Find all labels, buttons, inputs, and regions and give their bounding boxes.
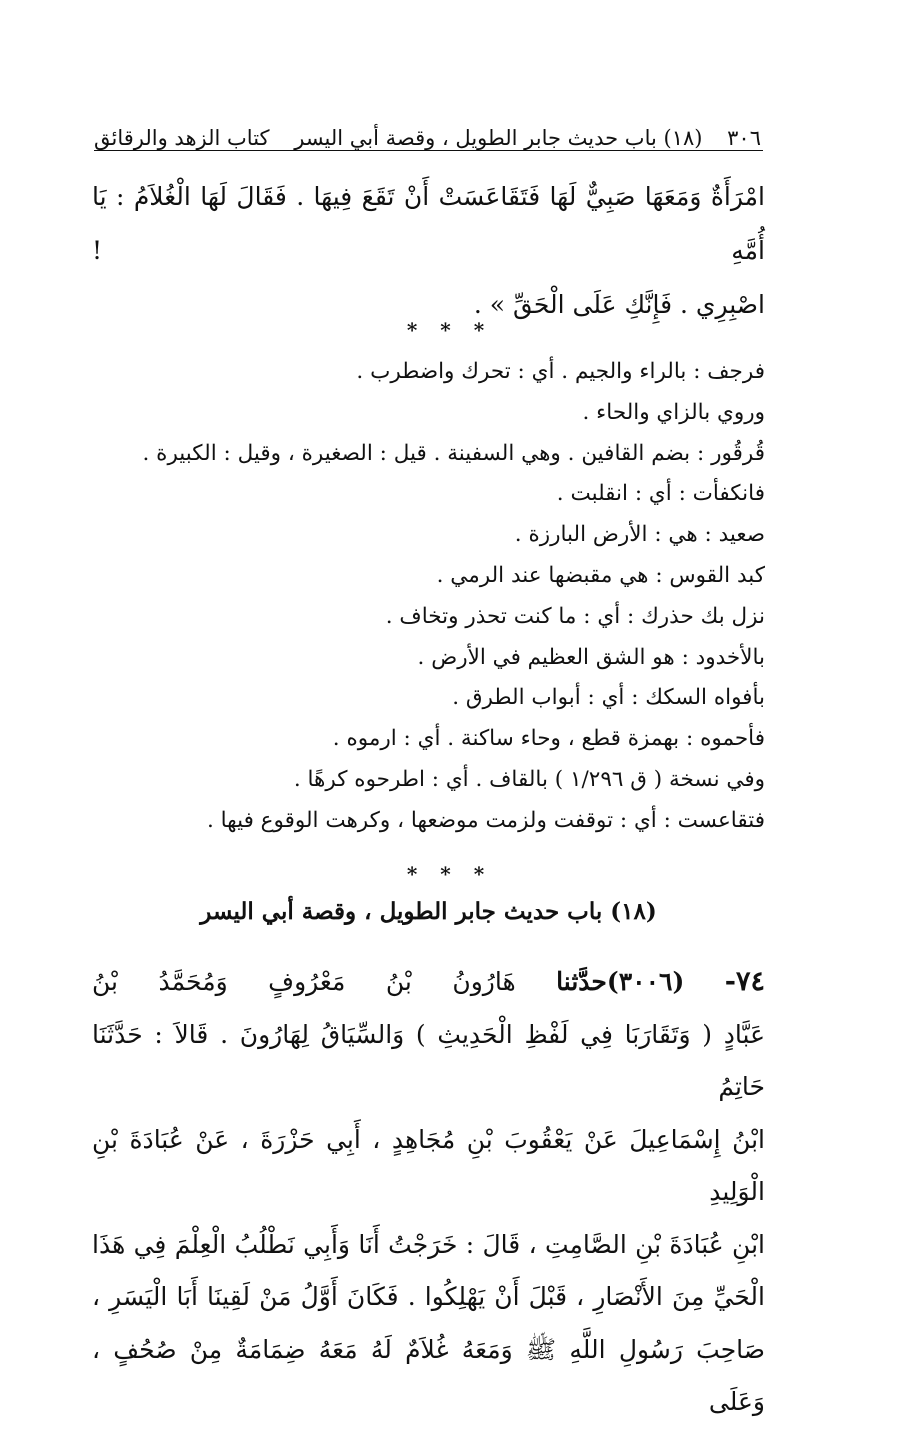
glossary-line: وفي نسخة ( ق ١/٢٩٦ ) بالقاف . أي : اطرحوه كرهًا . [293, 766, 765, 792]
hadith-line: ابْنِ عُبَادَةَ بْنِ الصَّامِتِ ، قَالَ : خَرَجْتُ أَنَا وَأَبِي نَطْلُبُ الْعِلْمَ فِي هَذَا [92, 1229, 765, 1259]
header-chapter-title: (١٨) باب حديث جابر الطويل ، وقصة أبي اليسر [294, 126, 703, 150]
glossary-line: كبد القوس : هي مقبضها عند الرمي . [436, 562, 765, 588]
section-separator: * * * [406, 318, 493, 342]
hadith-line: ابْنُ إِسْمَاعِيلَ عَنْ يَعْقُوبَ بْنِ مُجَاهِدٍ ، أَبِي حَزْرَةَ ، عَنْ عُبَادَةَ بْنِ الْوَلِيدِ [92, 1124, 765, 1206]
section-separator: * * * [406, 862, 493, 886]
glossary-line: قُرقُور : بضم القافين . وهي السفينة . قيل : الصغيرة ، وقيل : الكبيرة . [142, 440, 765, 466]
header-book-title: كتاب الزهد والرقائق [94, 126, 270, 150]
hadith-number: ٧٤- [724, 966, 766, 997]
verse-line: امْرَأَةٌ وَمَعَهَا صَبِيٌّ لَهَا فَتَقَاعَسَتْ أَنْ تَقَعَ فِيهَا . فَقَالَ لَهَا الْغُلاَمُ : يَا أُمَّهِ ! [92, 182, 765, 265]
chapter-title: (١٨) باب حديث جابر الطويل ، وقصة أبي اليسر [200, 898, 657, 925]
verse-text [92, 170, 765, 332]
page-number: ٣٠٦ [727, 126, 761, 150]
glossary-line: فانكفأت : أي : انقلبت . [556, 481, 765, 507]
glossary-line: نزل بك حذرك : أي : ما كنت تحذر وتخاف . [385, 603, 765, 629]
hadith-reference: (٣٠٠٦) [606, 967, 685, 996]
glossary-line: فتقاعست : أي : توقفت ولزمت موضعها ، وكرهت الوقوع فيها . [206, 807, 765, 833]
hadith-line: صَاحِبَ رَسُولِ اللَّهِ ﷺ وَمَعَهُ غُلاَمٌ لَهُ مَعَهُ ضِمَامَةٌ مِنْ صُحُفٍ ، وَعَلَى [92, 1334, 765, 1416]
running-header [94, 116, 761, 150]
glossary-line: بالأخدود : هو الشق العظيم في الأرض . [417, 644, 765, 670]
verse-line: اصْبِرِي . فَإِنَّكِ عَلَى الْحَقِّ » . [473, 290, 765, 319]
glossary-line: بأفواه السكك : أي : أبواب الطرق . [452, 685, 765, 711]
hadith-first-line: هَارُونُ بْنُ مَعْرُوفٍ وَمُحَمَّدُ بْنُ [92, 967, 516, 996]
hadith-opening: حدَّثنا [556, 967, 607, 996]
glossary-line: فرجف : بالراء والجيم . أي : تحرك واضطرب . [356, 359, 765, 384]
glossary-line: وروي بالزاي والحاء . [582, 399, 765, 425]
hadith-line: عَبَّادٍ ( وَتَقَارَبَا فِي لَفْظِ الْحَدِيثِ ) وَالسِّيَاقُ لِهَارُونَ . قَالاَ : حَدَّثَنَا حَاتِمُ [92, 1019, 765, 1101]
hadith-line [92, 956, 765, 1009]
hadith-text [92, 956, 765, 1429]
glossary [92, 352, 765, 842]
glossary-line: صعيد : هي : الأرض البارزة . [514, 522, 765, 548]
glossary-line: فأحموه : بهمزة قطع ، وحاء ساكنة . أي : ارموه . [332, 726, 765, 752]
header-rule [94, 150, 763, 151]
hadith-line: الْحَيِّ مِنَ الأَنْصَارِ ، قَبْلَ أَنْ يَهْلِكُوا . فَكَانَ أَوَّلُ مَنْ لَقِينَا أَبَا الْيَسَرِ ، [92, 1282, 765, 1311]
